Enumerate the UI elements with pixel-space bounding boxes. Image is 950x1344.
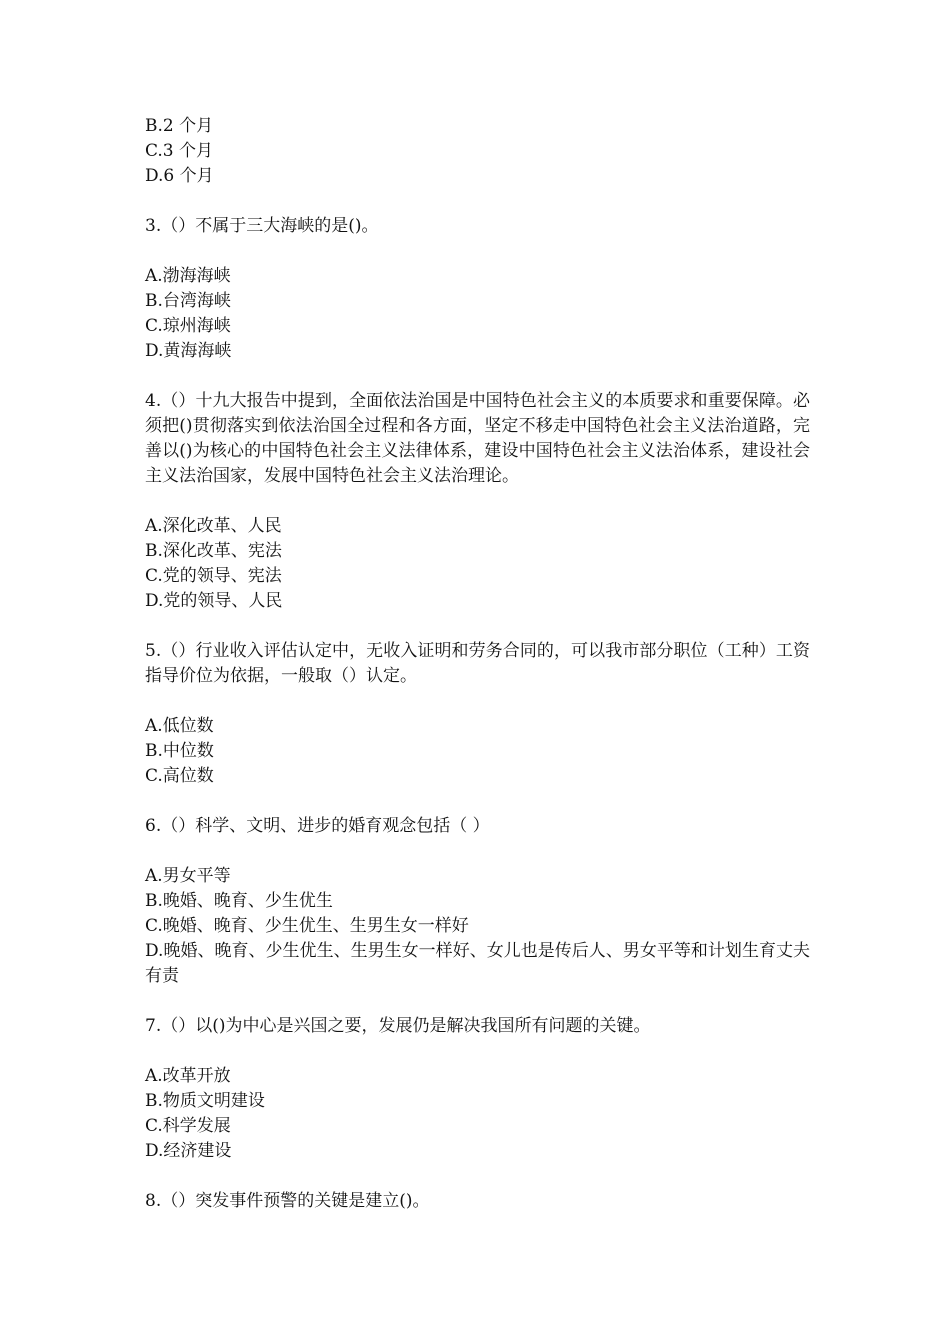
question-stem: 8.（）突发事件预警的关键是建立()。 xyxy=(145,1191,430,1211)
question-4 xyxy=(145,389,810,614)
option-d: D.经济建设 xyxy=(145,1141,232,1161)
option-c: C.3 个月 xyxy=(145,141,214,161)
question-stem: 3.（）不属于三大海峡的是()。 xyxy=(145,216,379,236)
question-6 xyxy=(145,814,810,989)
option-a: A.深化改革、人民 xyxy=(145,516,282,536)
option-d: D.黄海海峡 xyxy=(145,341,232,361)
option-c: C.科学发展 xyxy=(145,1116,231,1136)
question-5 xyxy=(145,639,810,789)
option-a: A.低位数 xyxy=(145,716,214,736)
option-c: C.晚婚、晚育、少生优生、生男生女一样好 xyxy=(145,916,469,936)
question-7 xyxy=(145,1014,810,1164)
option-b: B.中位数 xyxy=(145,741,214,761)
option-b: B.台湾海峡 xyxy=(145,291,231,311)
question-stem: 6.（）科学、文明、进步的婚育观念包括（ ） xyxy=(145,816,490,836)
option-c: C.高位数 xyxy=(145,766,214,786)
option-d: D.6 个月 xyxy=(145,166,214,186)
option-b: B.晚婚、晚育、少生优生 xyxy=(145,891,333,911)
option-a: A.渤海海峡 xyxy=(145,266,231,286)
question-3 xyxy=(145,214,810,364)
page-content xyxy=(145,114,810,1214)
option-a: A.改革开放 xyxy=(145,1066,231,1086)
question-stem: 5.（）行业收入评估认定中，无收入证明和劳务合同的，可以我市部分职位（工种）工资指导价位为依据，一般取（）认定。 xyxy=(145,641,810,686)
option-b: B.物质文明建设 xyxy=(145,1091,265,1111)
option-c: C.党的领导、宪法 xyxy=(145,566,282,586)
option-d: D.党的领导、人民 xyxy=(145,591,283,611)
option-a: A.男女平等 xyxy=(145,866,231,886)
question-8 xyxy=(145,1189,810,1214)
lead-options xyxy=(145,114,810,189)
option-d: D.晚婚、晚育、少生优生、生男生女一样好、女儿也是传后人、男女平等和计划生育丈夫 有责 xyxy=(145,941,810,986)
option-b: B.深化改革、宪法 xyxy=(145,541,282,561)
question-stem: 4.（）十九大报告中提到，全面依法治国是中国特色社会主义的本质要求和重要保障。必须把()贯彻落实到依法治国全过程和各方面，坚定不移走中国特色社会主义法治道路，完善以()为核心的中国特色社会主义法律体系，建设中国特色社会主义法治体系，建设社会主义法治国家，发展中国特色社会主义法治理论。 xyxy=(145,391,810,486)
option-c: C.琼州海峡 xyxy=(145,316,231,336)
option-b: B.2 个月 xyxy=(145,116,214,136)
question-stem: 7.（）以()为中心是兴国之要，发展仍是解决我国所有问题的关键。 xyxy=(145,1016,651,1036)
